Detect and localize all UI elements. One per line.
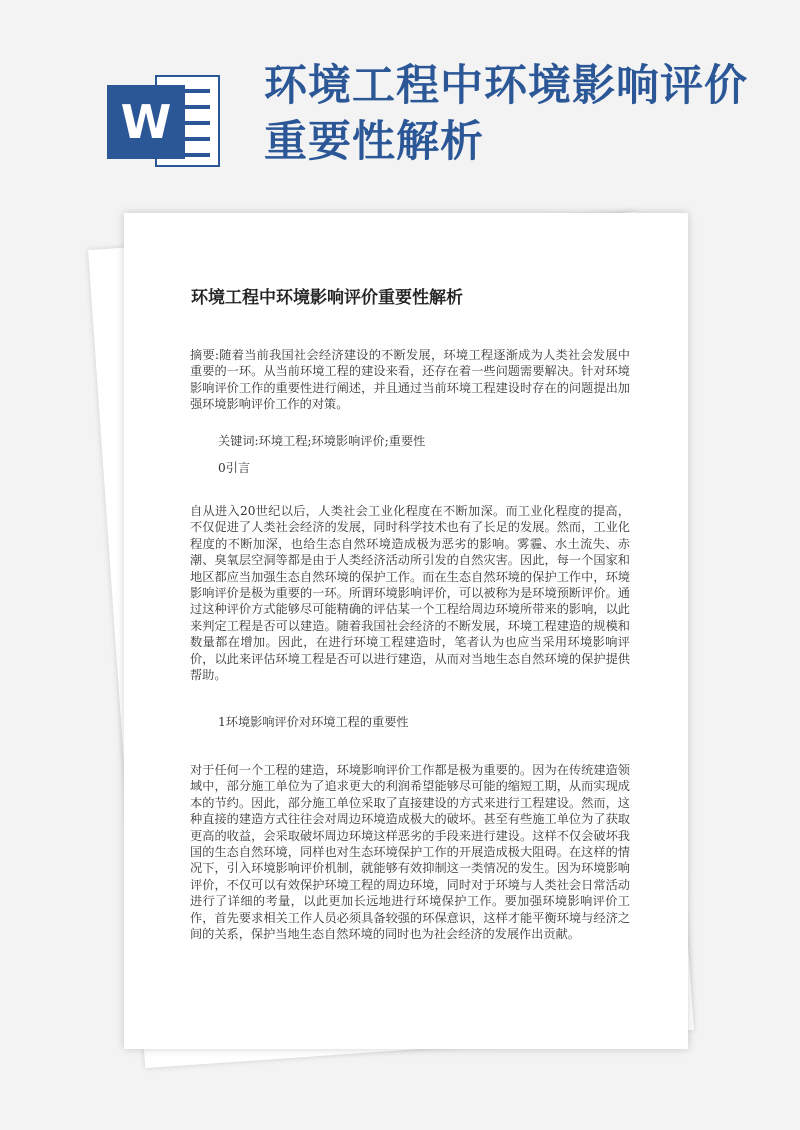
document-title: 环境工程中环境影响评价重要性解析 — [191, 288, 463, 308]
banner-title: 环境工程中环境影响评价重要性解析 — [264, 61, 748, 167]
importance-paragraph: 对于任何一个工程的建造，环境影响评价工作都是极为重要的。因为在传统建造领域中，部分施工单位为了追求更大的利润希望能够尽可能的缩短工期，从而实现成本的节约。因此，部分施工单位采取了直接建设的方式来进行工程建设。然而，这种直接的建造方式往往会对周边环境造成极大的破坏。甚至有些施工单位为了获取更高的收益，会采取破坏周边环境这样恶劣的手段来进行建设。这样不仅会破坏我国的生态自然环境，同样也对生态环境保护工作的开展造成极大阻碍。在这样的情况下，引入环境影响评价机制，就能够有效抑制这一类情况的发生。因为环境影响评价，不仅可以有效保护环境工程的周边环境，同时对于环境与人类社会日常活动进行了详细的考量，以此更加长远地进行环境保护工作。要加强环境影响评价工作，首先要求相关工作人员必须具备较强的环保意识，这样才能平衡环境与经济之间的关系，保护当地生态自然环境的同时也为社会经济的发展作出贡献。 — [190, 763, 630, 942]
word-document-icon — [107, 75, 220, 167]
section-heading-importance: 1环境影响评价对环境工程的重要性 — [218, 715, 409, 729]
section-heading-introduction: 0引言 — [218, 461, 251, 475]
abstract-paragraph: 摘要:随着当前我国社会经济建设的不断发展，环境工程逐渐成为人类社会发展中重要的一环。从当前环境工程的建设来看，还存在着一些问题需要解决。针对环境影响评价工作的重要性进行阐述，并且通过当前环境工程建设时存在的问题提出加强环境影响评价工作的对策。 — [190, 348, 630, 412]
document-page — [124, 213, 688, 1049]
keywords-line: 关键词:环境工程;环境影响评价;重要性 — [218, 434, 426, 448]
word-logo-badge: W — [107, 85, 185, 159]
introduction-paragraph: 自从进入20世纪以后，人类社会工业化程度在不断加深。而工业化程度的提高，不仅促进了人类社会经济的发展，同时科学技术也有了长足的发展。然而，工业化程度的不断加深，也给生态自然环境造成极为恶劣的影响。雾霾、水土流失、赤潮、臭氧层空洞等都是由于人类经济活动所引发的自然灾害。因此，每一个国家和地区都应当加强生态自然环境的保护工作。而在生态自然环境的保护工作中，环境影响评价是极为重要的一环。所谓环境影响评价，可以被称为是环境预断评价。通过这种评价方式能够尽可能精确的评估某一个工程给周边环境所带来的影响，以此来判定工程是否可以建造。随着我国社会经济的不断发展，环境工程建造的规模和数量都在增加。因此，在进行环境工程建造时，笔者认为也应当采用环境影响评价，以此来评估环境工程是否可以进行建造，从而对当地生态自然环境的保护提供帮助。 — [190, 504, 630, 683]
